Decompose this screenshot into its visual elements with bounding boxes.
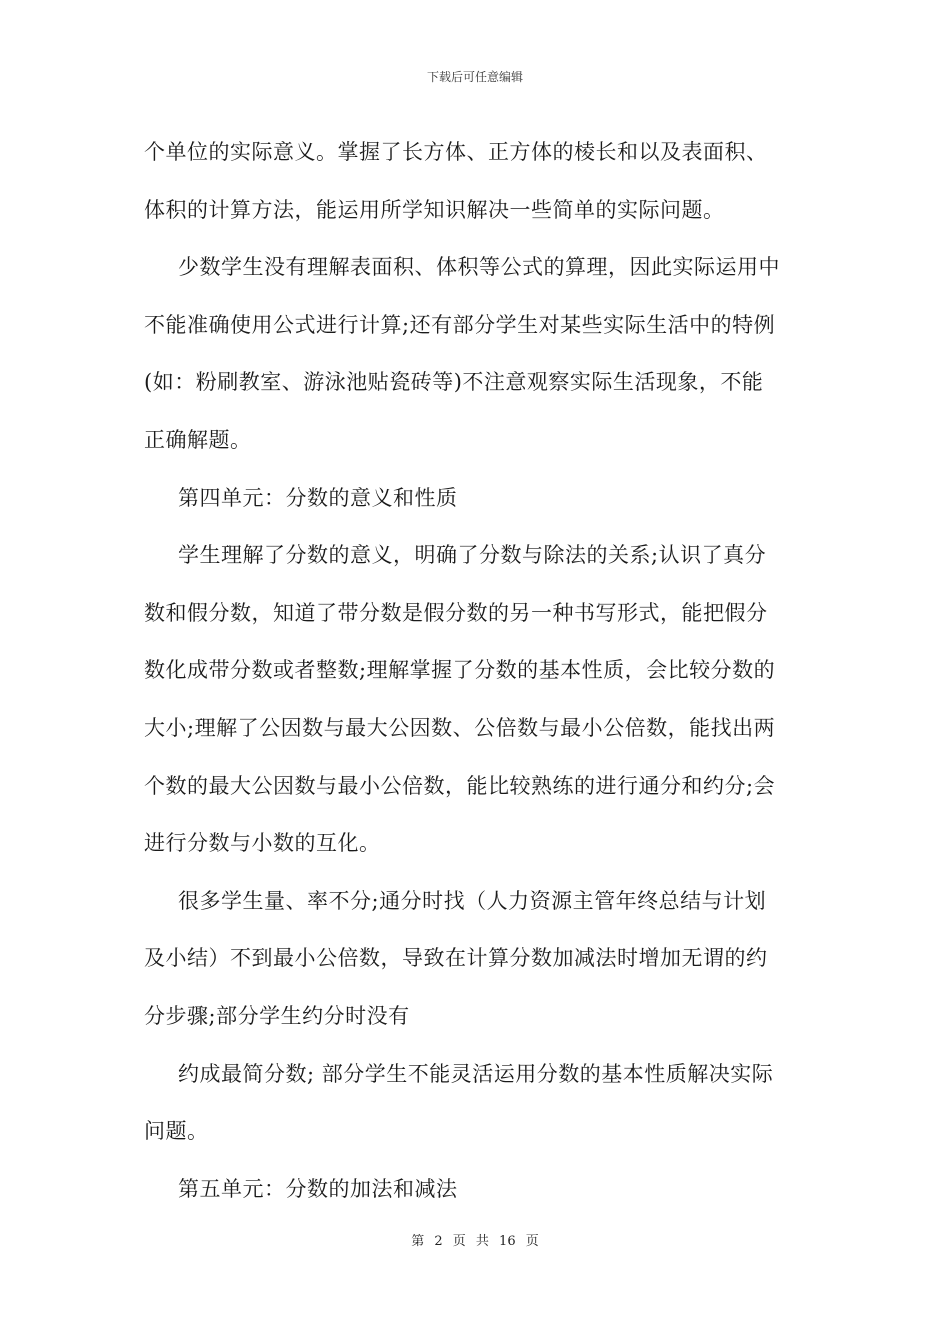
text-line: 数和假分数，知道了带分数是假分数的另一种书写形式，能把假分 [144, 600, 768, 625]
text-line: 约成最简分数; 部分学生不能灵活运用分数的基本性质解决实际 [178, 1061, 774, 1086]
text-line: 第四单元：分数的意义和性质 [178, 485, 458, 510]
document-body [144, 130, 808, 1224]
page-header: 下载后可任意编辑 [426, 70, 523, 84]
text-line: 及小结）不到最小公倍数，导致在计算分数加减法时增加无谓的约 [144, 946, 768, 971]
text-line: 不能准确使用公式进行计算;还有部分学生对某些实际生活中的特例 [144, 312, 776, 337]
text-line: (如：粉刷教室、游泳池贴瓷砖等)不注意观察实际生活现象，不能 [144, 370, 764, 395]
text-line: 问题。 [144, 1119, 209, 1144]
text-line: 正确解题。 [144, 427, 252, 452]
text-line: 个数的最大公因数与最小公倍数，能比较熟练的进行通分和约分;会 [144, 773, 776, 798]
text-line: 数化成带分数或者整数;理解掌握了分数的基本性质，会比较分数的 [144, 658, 776, 683]
text-line: 分步骤;部分学生约分时没有 [144, 1003, 410, 1028]
text-line: 少数学生没有理解表面积、体积等公式的算理，因此实际运用中 [178, 255, 780, 280]
text-line: 第五单元：分数的加法和减法 [178, 1176, 458, 1201]
text-line: 体积的计算方法，能运用所学知识解决一些简单的实际问题。 [144, 197, 725, 222]
text-line: 个单位的实际意义。掌握了长方体、正方体的棱长和以及表面积、 [144, 140, 768, 164]
page-footer: 第 2 页 共 16 页 [411, 1234, 539, 1249]
text-line: 进行分数与小数的互化。 [144, 831, 381, 856]
text-line: 大小;理解了公因数与最大公因数、公倍数与最小公倍数，能找出两 [144, 715, 776, 740]
text-line: 学生理解了分数的意义，明确了分数与除法的关系;认识了真分 [178, 543, 767, 568]
text-line: 很多学生量、率不分;通分时找（人力资源主管年终总结与计划 [178, 888, 767, 913]
